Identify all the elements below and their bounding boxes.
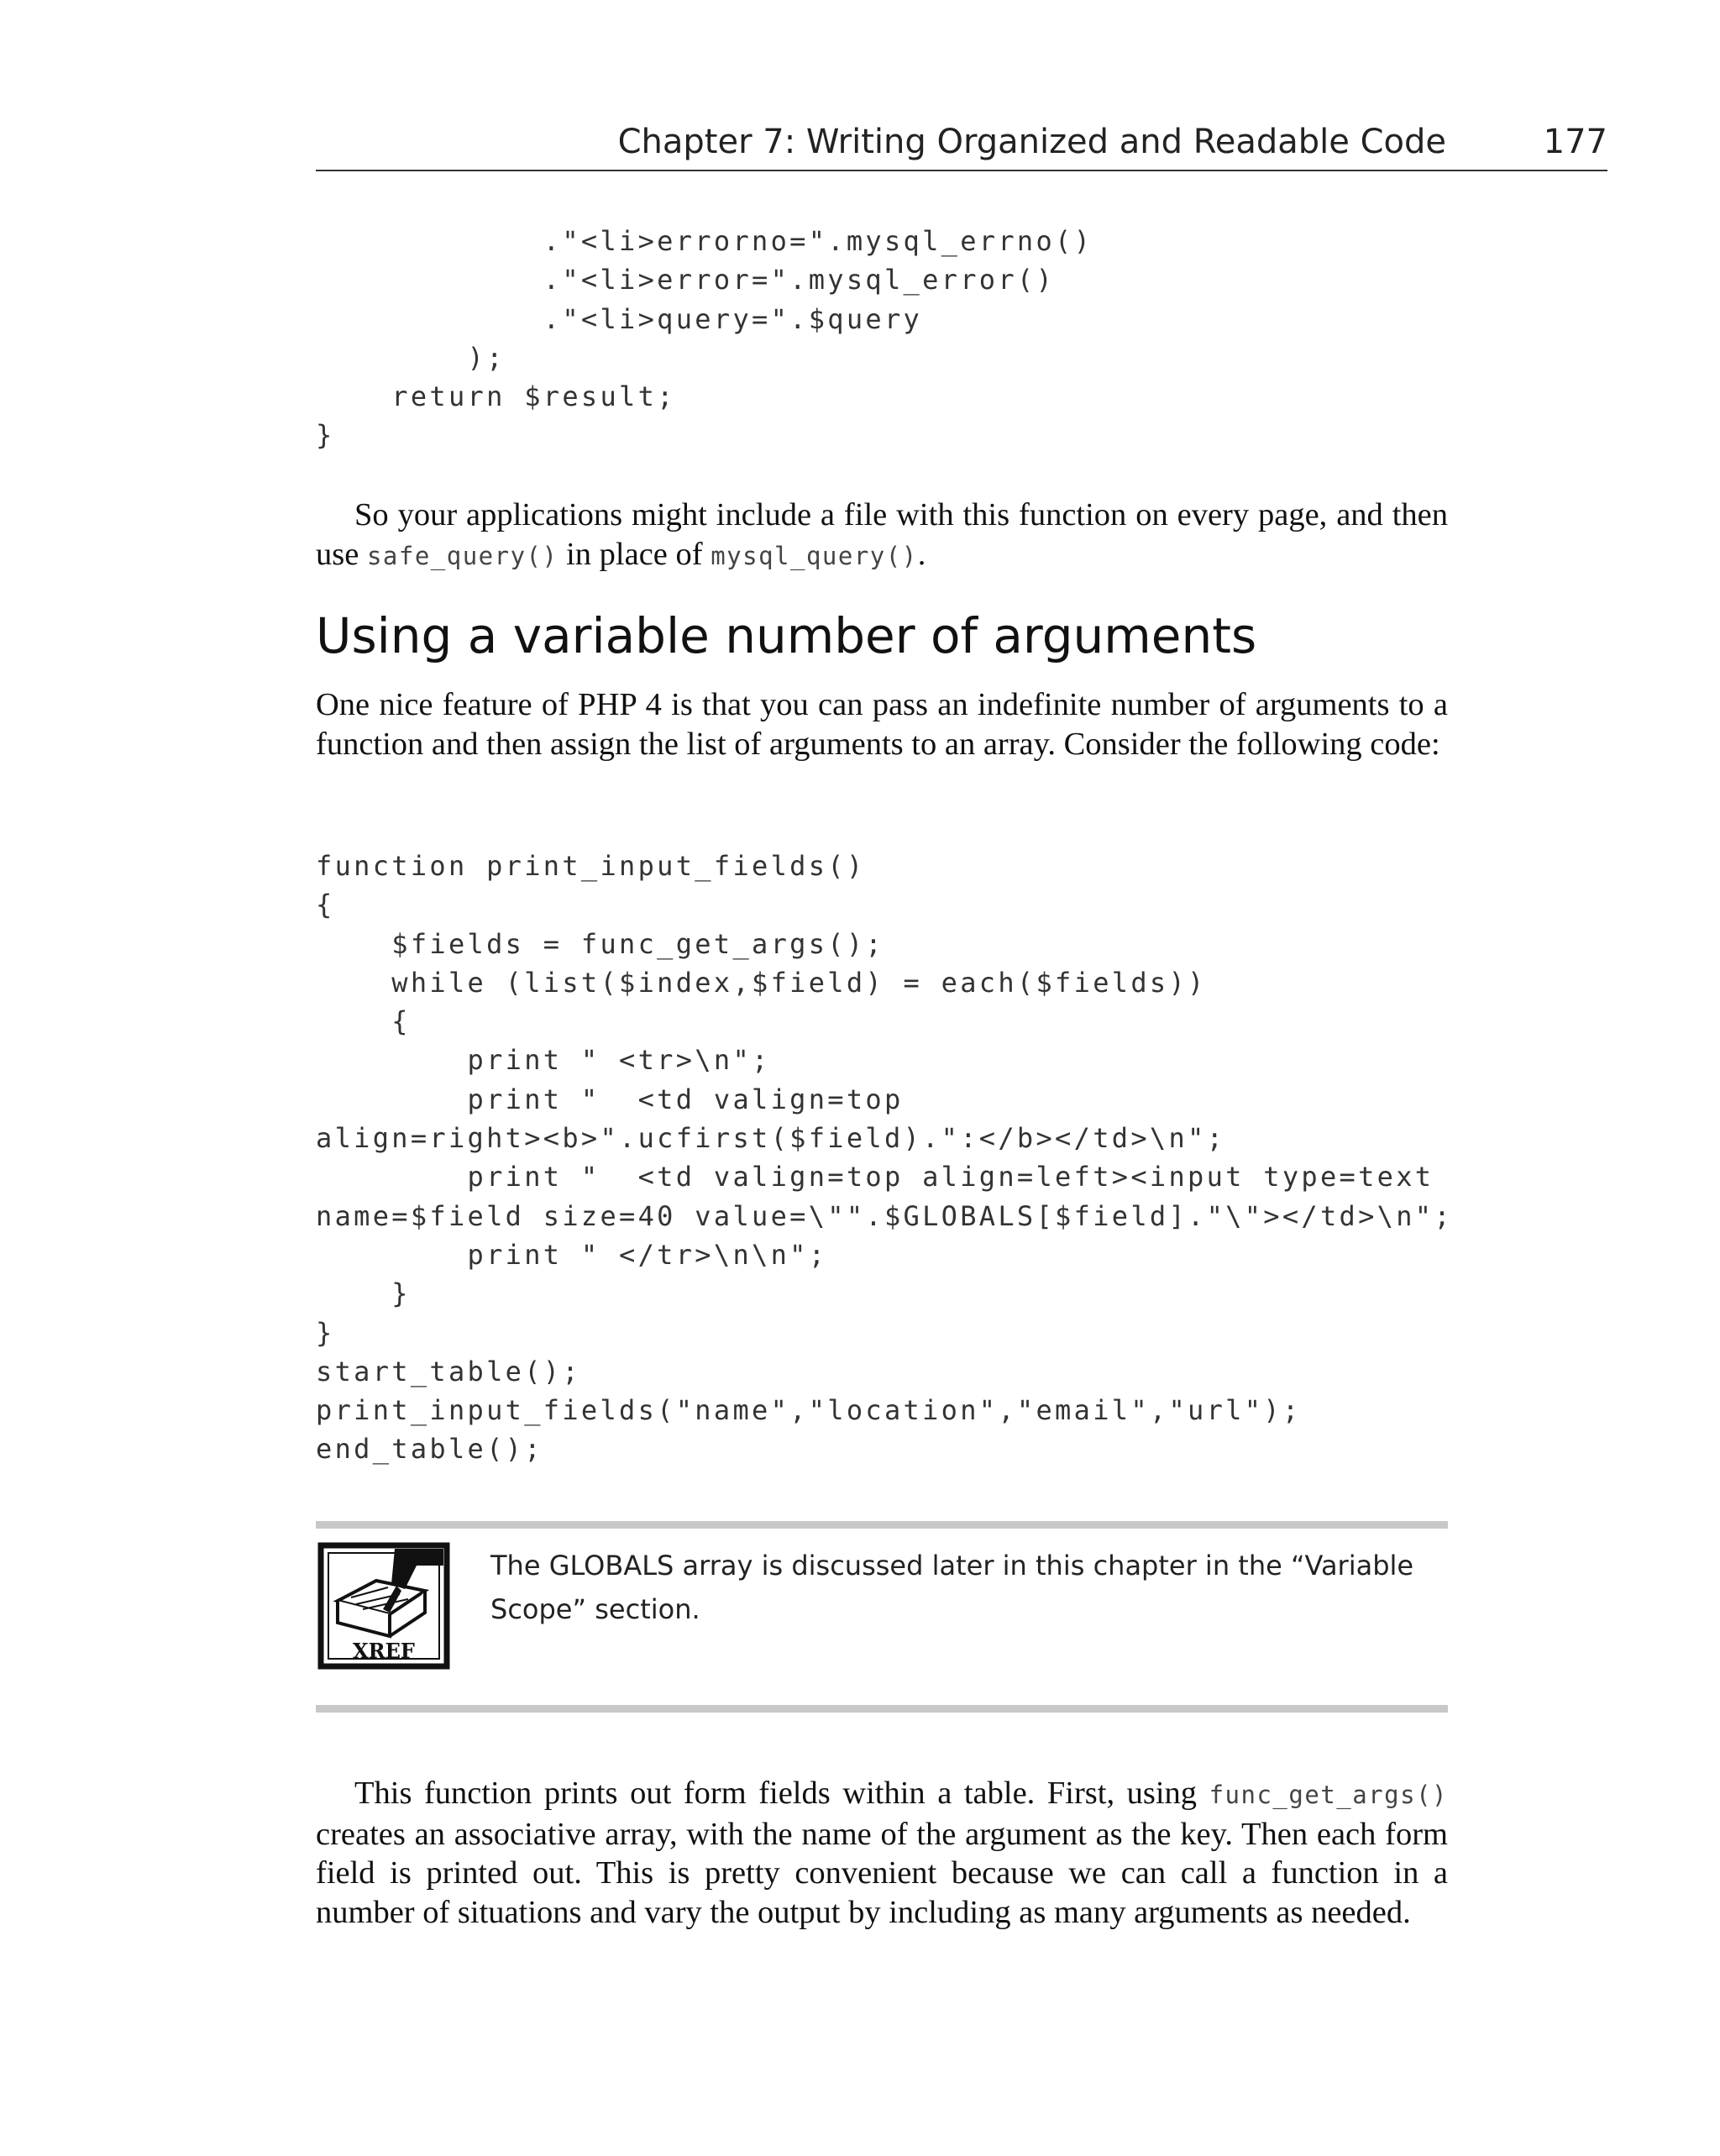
section-heading: Using a variable number of arguments (316, 607, 1257, 664)
inline-code: func_get_args() (1209, 1781, 1448, 1809)
inline-code: mysql_query() (711, 541, 918, 570)
code-listing-safe-query: ."<li>errorno=".mysql_errno() ."<li>error=".mysql_error() ."<li>query=".$query ); return $result; } (316, 225, 1093, 452)
paragraph-text: So your applications might include a file with this function on every page, and then use (316, 497, 1448, 572)
xref-icon-label: XREF (353, 1639, 415, 1663)
xref-book-icon (317, 1542, 450, 1670)
paragraph-text: . (917, 536, 926, 572)
xref-bottom-rule (316, 1705, 1448, 1713)
inline-code: safe_query() (366, 541, 558, 570)
paragraph-text: in place of (558, 536, 711, 572)
paragraph-safe-query (316, 496, 1448, 575)
xref-top-rule (316, 1521, 1448, 1529)
paragraph-explanation (316, 1774, 1448, 1932)
chapter-title: Chapter 7: Writing Organized and Readable Code (617, 123, 1446, 161)
running-header (316, 116, 1607, 171)
paragraph-text: This function prints out form fields within a table. First, using (354, 1776, 1209, 1811)
page-number: 177 (1543, 123, 1607, 161)
paragraph-text: creates an associative array, with the name of the argument as the key. Then each form field is printed out. This is pretty convenient because we can call a function in a number of situations and vary the output by including as many arguments as needed. (316, 1816, 1448, 1930)
paragraph-intro: One nice feature of PHP 4 is that you can pass an indefinite number of arguments to a function and then assign the list of arguments to an array. Consider the following code: (316, 687, 1448, 762)
code-listing-print-input-fields: function print_input_fields() { $fields = func_get_args(); while (list($index,$field) = each($fields)) { print " <tr>\n"; print " <td valign=top align=right><b>".ucfirst($field).":</b></td>\n"; print " <td valign=top align=left><input type=text name=$field size=40 value=\"".$GLOBALS[$field]."\"></td>\n"; print " </tr>\n\n"; } } start_table(); print_input_fields("name","location","email","url"); end_table(); (316, 850, 1453, 1466)
xref-note-text: The GLOBALS array is discussed later in this chapter in the “Variable Scope” section. (490, 1550, 1414, 1625)
